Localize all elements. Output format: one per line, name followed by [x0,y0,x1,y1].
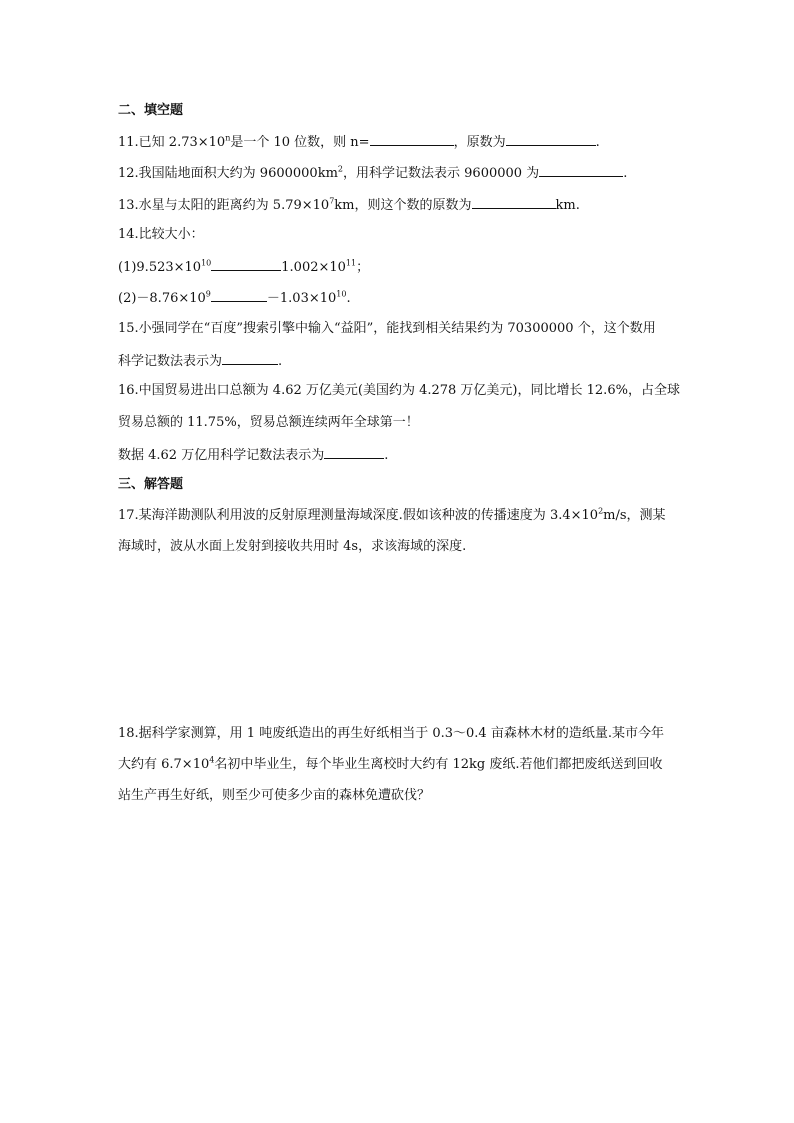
question-13: 13.水星与太阳的距离约为 $5.79\times 10^7km$，则这个数的原数为 km. [118,194,580,216]
answer-blank-16[interactable] [324,444,384,459]
question-18-line-2: 大约有 $6.7\times 10^4$名初中毕业生，每个毕业生离校时大约有 12kg 废纸.若他们都把废纸送到回收 [118,755,663,772]
question-14-part-2: $(2)-8.76\times 10^9 -1.03\times 10^{10}$. [118,287,351,309]
answer-blank-12[interactable] [539,162,623,177]
section-heading-fill-blank: 二、填空题 [118,103,184,118]
answer-blank-14-2[interactable] [211,287,267,302]
question-17-line-1: 17.某海洋勘测队利用波的反射原理测量海域深度.假如该种波的传播速度为 $3.4\times 10^2m/s$，测某 [118,506,666,523]
question-14-title: 14.比较大小： [118,227,204,242]
answer-blank-11b[interactable] [506,131,596,146]
question-18-line-3: 站生产再生好纸，则至少可使多少亩的森林免遭砍伐？ [118,788,431,803]
answer-blank-15[interactable] [222,350,278,365]
question-18-line-1: 18.据科学家测算，用 1 吨废纸造出的再生好纸相当于 0.3～0.4 亩森林木材的造纸量.某市今年 [118,726,664,741]
answer-blank-11a[interactable] [370,131,454,146]
question-11: 11.已知 $2.73\times 10^n$是一个 10 位数，则 n= ，原数为 . [118,131,600,153]
question-14-part-1: $(1)9.523\times 10^{10}$ $1.002\times 10^{11}$； [118,256,369,278]
answer-blank-13[interactable] [472,194,556,209]
question-12: 12.我国陆地面积大约为 $9600000km^2$，用科学记数法表示 9600000 为 . [118,162,627,184]
answer-blank-14-1[interactable] [211,256,281,271]
section-heading-answer: 三、解答题 [118,477,184,492]
question-15-line-2: 科学记数法表示为 . [118,350,282,372]
question-15-line-1: 15.小强同学在“百度”搜索引擎中输入“益阳”，能找到相关结果约为 70300000 个，这个数用 [118,321,656,336]
question-17-line-2: 海域时，波从水面上发射到接收共用时 4s，求该海域的深度. [118,539,467,554]
question-16-line-3: 数据 4.62 万亿用科学记数法表示为 . [118,444,388,466]
question-16-line-1: 16.中国贸易进出口总额为 4.62 万亿美元(美国约为 4.278 万亿美元)，同比增长 12.6%，占全球 [118,383,680,398]
question-16-line-2: 贸易总额的 11.75%，贸易总额连续两年全球第一！ [118,415,419,430]
